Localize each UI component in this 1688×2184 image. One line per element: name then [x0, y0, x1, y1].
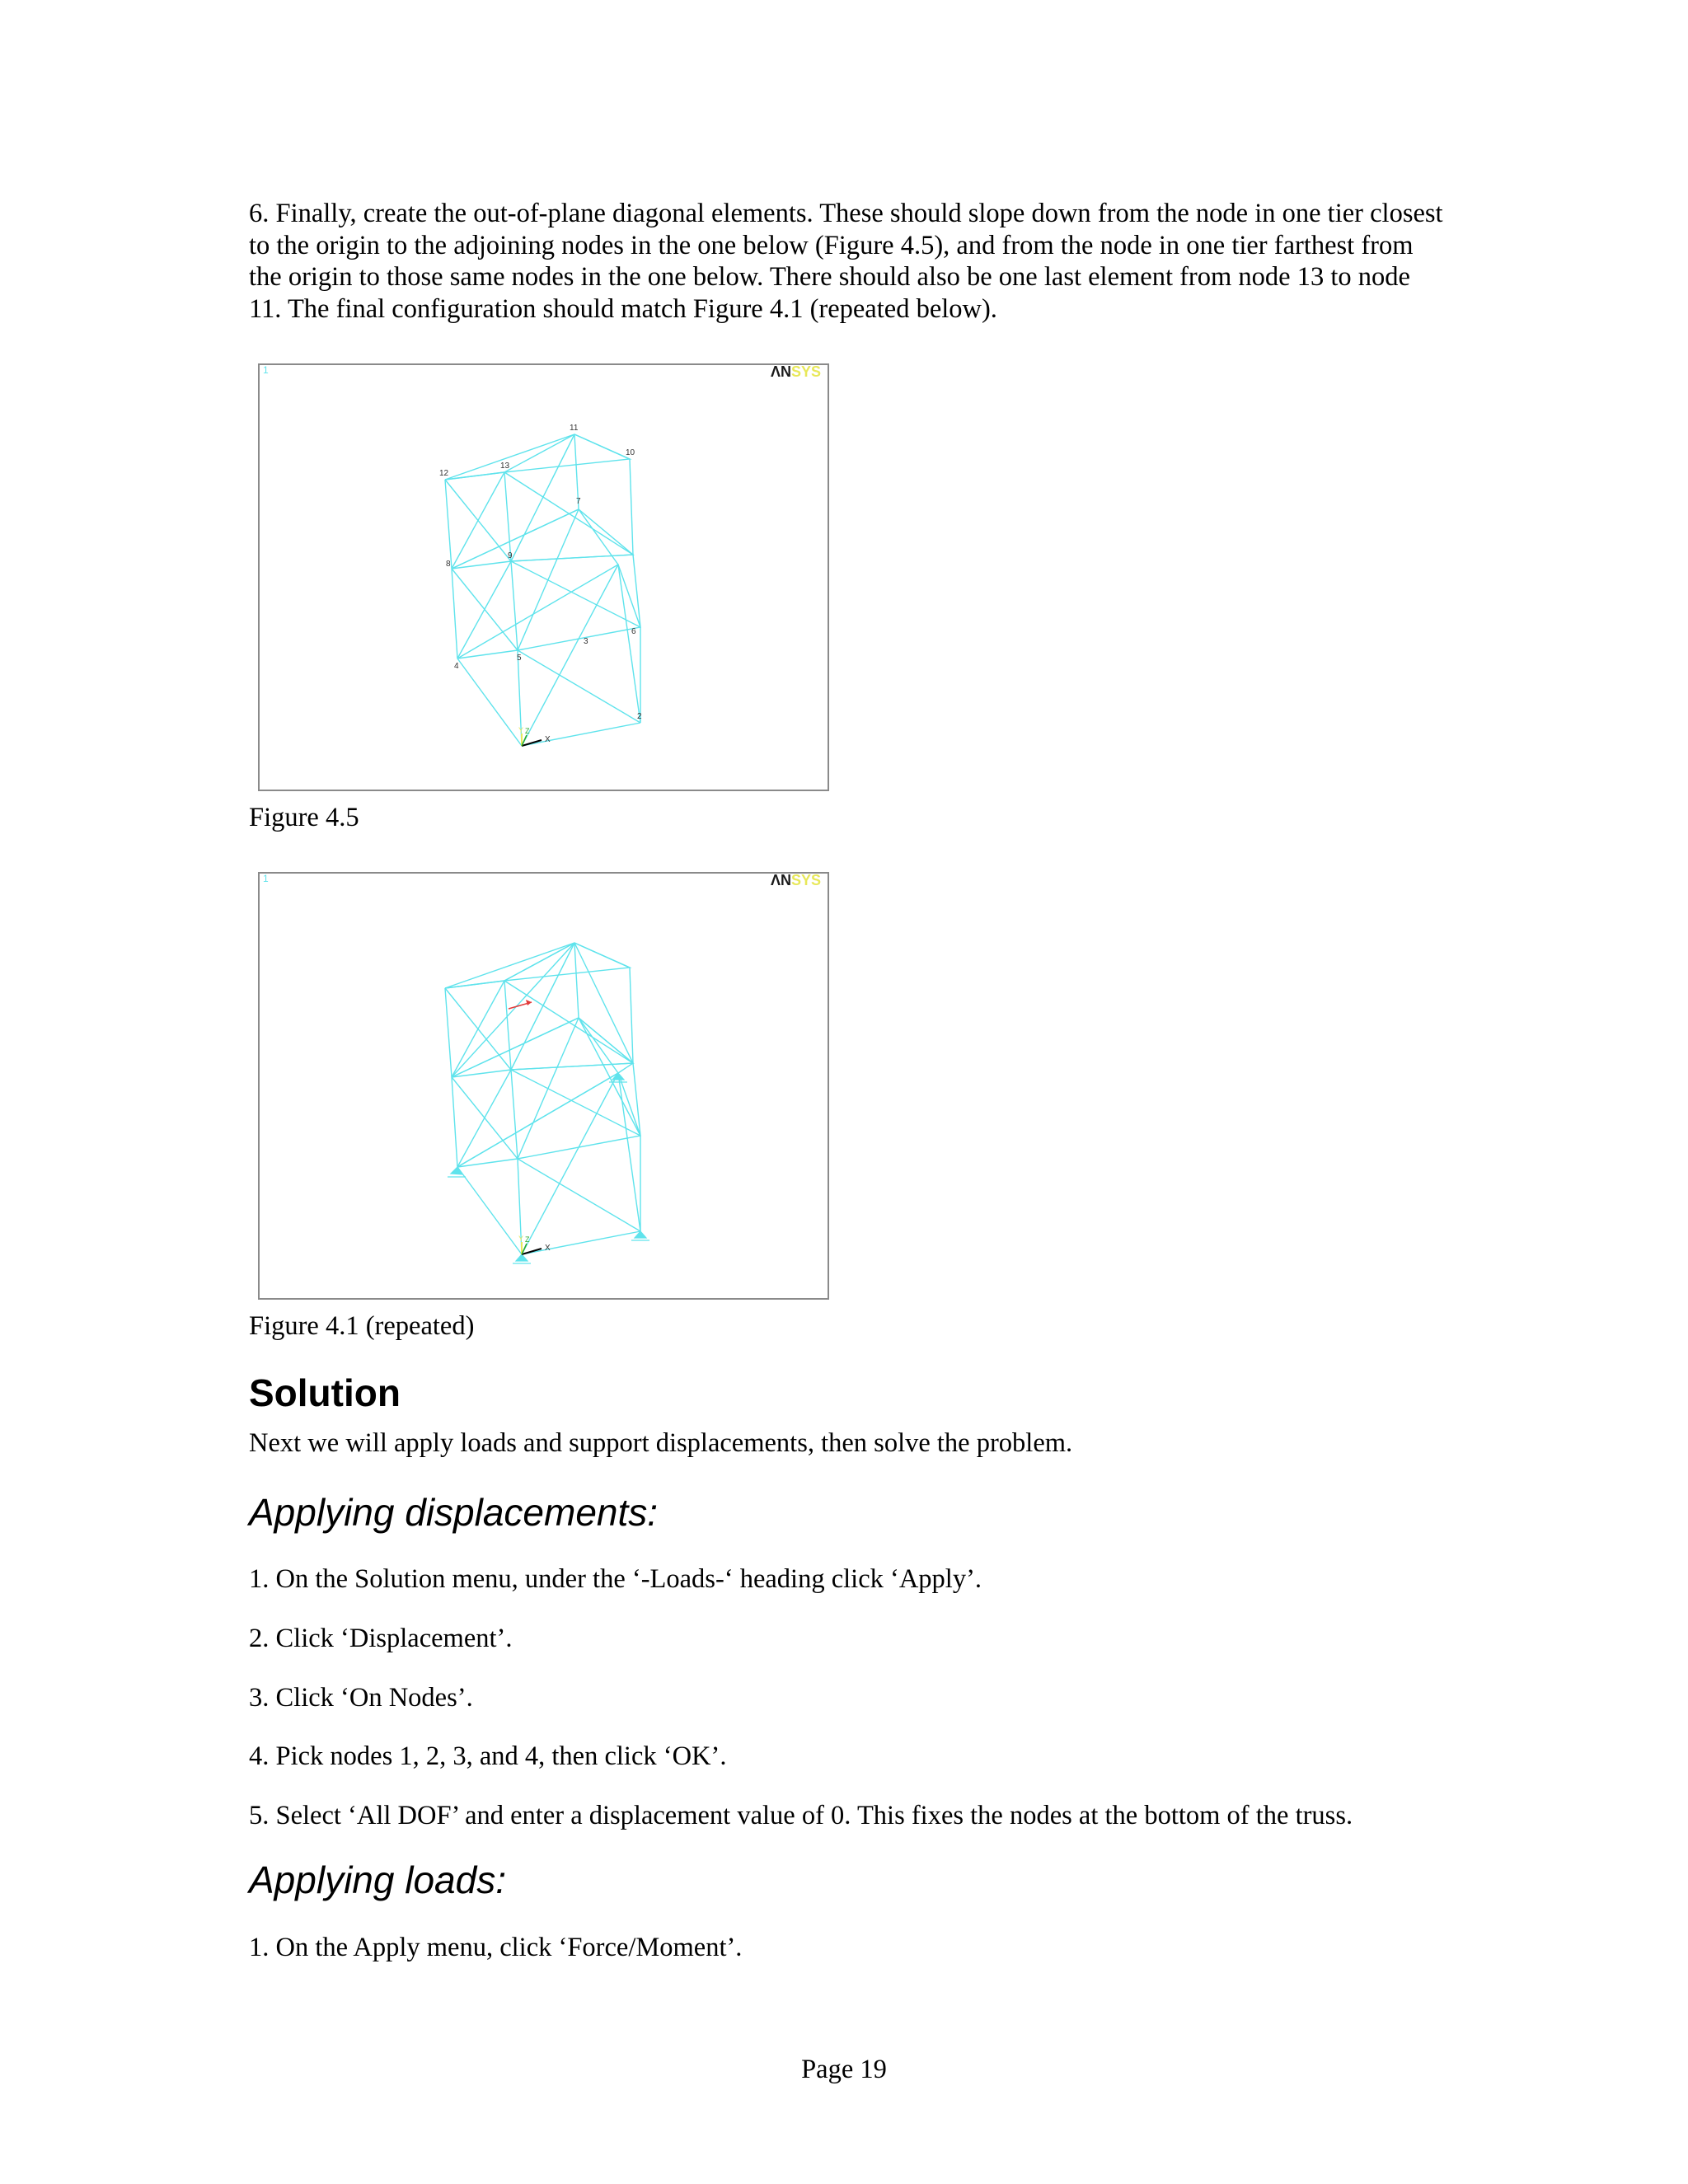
figure-4-1-caption: Figure 4.1 (repeated) [249, 1311, 475, 1341]
node-label: 8 [446, 560, 451, 569]
node-label: 12 [439, 469, 449, 478]
node-label: 9 [508, 551, 513, 560]
ansys-logo [771, 365, 821, 380]
svg-text:ΛNSYS: ΛNSYS [771, 874, 822, 888]
displacement-step: 5. Select ‘All DOF’ and enter a displacement value of 0. This fixes the nodes at the bottom of the truss. [249, 1801, 1353, 1830]
applying-loads-heading: Applying loads: [249, 1858, 506, 1901]
axis-label: Y [518, 1235, 524, 1243]
truss-members [445, 943, 640, 1254]
displacement-step: 4. Pick nodes 1, 2, 3, and 4, then click ‘OK’. [249, 1741, 727, 1771]
axis-label: Z [525, 727, 530, 735]
coordinate-triad [518, 1235, 551, 1254]
truss-members [445, 434, 640, 746]
node-label: 13 [500, 462, 510, 471]
node-label: 7 [576, 497, 581, 506]
node-label: 2 [637, 712, 642, 721]
figure-4-1 [258, 872, 829, 1300]
axis-label: Y [518, 726, 524, 734]
figure-4-1-truss [260, 874, 828, 1298]
intro-paragraph: 6. Finally, create the out-of-plane diagonal elements. These should slope down from the node in one tier closest to the origin to the adjoining nodes in the one below (Figure 4.5), and from the node in one tier farthest from the origin to those same nodes in the one below. There should also be one last element from node 13 to node 11. The final configuration should match Figure 4.1 (repeated below). [249, 199, 1443, 324]
node-label: 3 [584, 637, 588, 646]
node-label: 11 [570, 424, 579, 433]
coordinate-triad [518, 726, 551, 746]
node-label: 10 [626, 448, 635, 457]
solution-heading: Solution [249, 1371, 401, 1414]
axis-label: X [545, 1244, 551, 1253]
displacement-step: 1. On the Solution menu, under the ‘-Loads-‘ heading click ‘Apply’. [249, 1564, 982, 1594]
loads-step: 1. On the Apply menu, click ‘Force/Moment’. [249, 1933, 743, 1962]
svg-text:ΛNSYS: ΛNSYS [771, 365, 822, 380]
figure-4-5-truss [260, 365, 828, 790]
window-number: 1 [263, 365, 269, 376]
axis-label: X [545, 735, 551, 744]
displacement-step: 2. Click ‘Displacement’. [249, 1624, 513, 1653]
node-label: 5 [517, 654, 522, 663]
force-arrow [509, 1000, 532, 1009]
node-label: 4 [454, 662, 459, 671]
applying-displacements-heading: Applying displacements: [249, 1491, 659, 1534]
solution-intro: Next we will apply loads and support displacements, then solve the problem. [249, 1428, 1073, 1458]
ansys-logo [771, 874, 821, 888]
figure-4-5 [258, 363, 829, 791]
window-number: 1 [263, 874, 269, 884]
displacement-step: 3. Click ‘On Nodes’. [249, 1683, 473, 1713]
figure-4-5-caption: Figure 4.5 [249, 803, 359, 832]
axis-label: Z [525, 1235, 530, 1244]
node-label: 6 [631, 627, 636, 636]
page-number: Page 19 [801, 2055, 887, 2084]
